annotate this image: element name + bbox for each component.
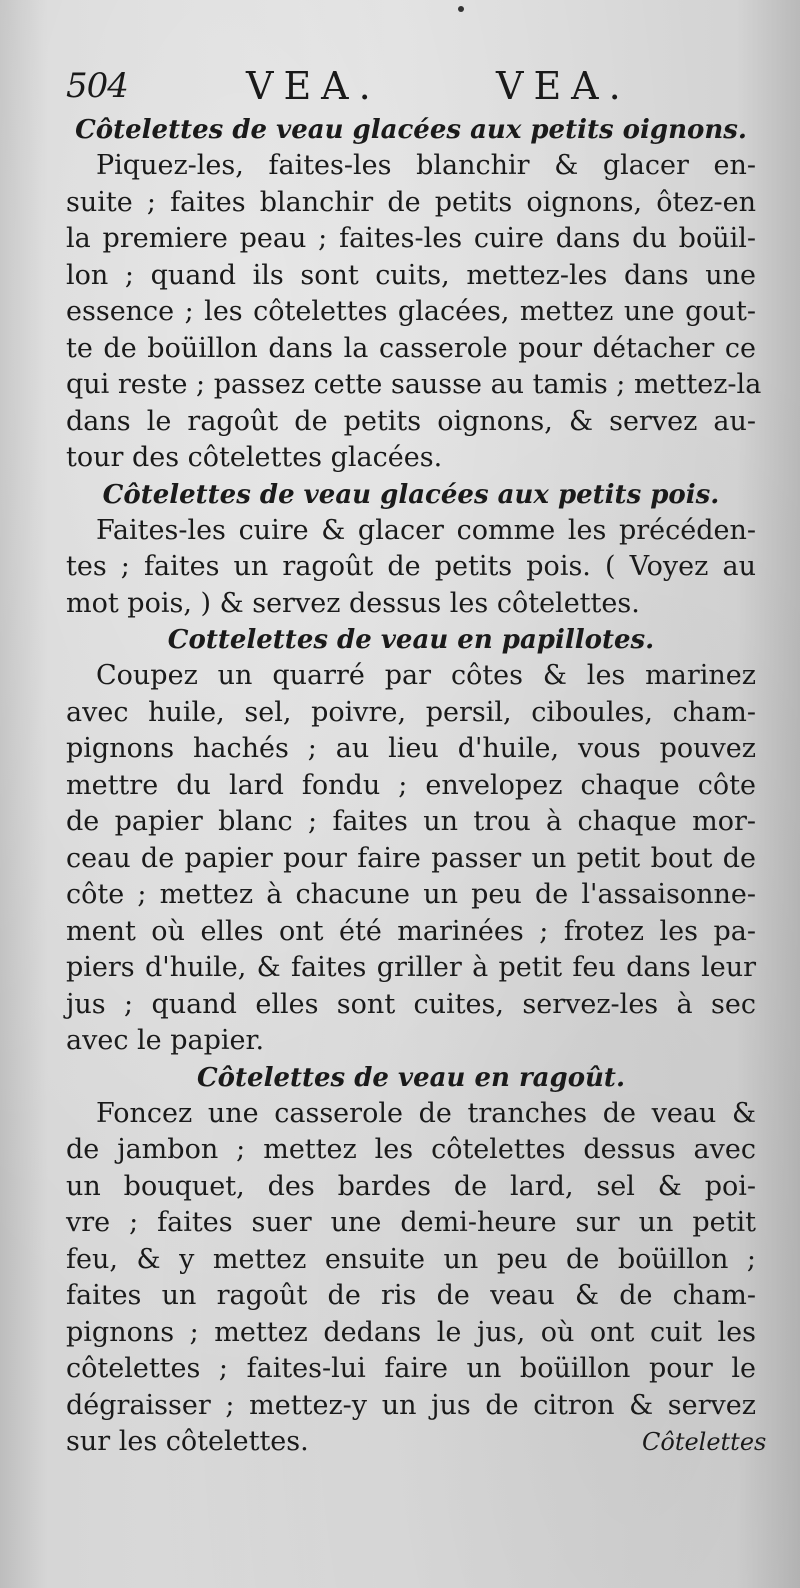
text-line: piers d'huile, & faites griller à petit feu dans leur <box>66 952 756 983</box>
text-line: ceau de papier pour faire passer un petit bout de <box>66 842 756 874</box>
text-line: dégraisser ; mettez-y un jus de citron & servez <box>66 1389 756 1421</box>
text-line: essence ; les côtelettes glacées, mettez une gout- <box>66 296 756 327</box>
running-head <box>66 64 756 110</box>
text-line: te de boüillon dans la casserole pour détacher ce <box>66 332 756 364</box>
text-line: Foncez une casserole de tranches de veau & <box>96 1097 756 1129</box>
text-line: avec le papier. <box>66 1025 265 1056</box>
text-line: lon ; quand ils sont cuits, mettez-les dans une <box>66 259 756 291</box>
text-line: vre ; faites suer une demi-heure sur un petit <box>66 1207 756 1238</box>
text-line: tes ; faites un ragoût de petits pois. ( Voyez au <box>66 551 756 582</box>
catchword: Côtelettes <box>642 1428 767 1456</box>
text-line: suite ; faites blanchir de petits oignons, ôtez-en <box>66 186 756 218</box>
text-line: jus ; quand elles sont cuites, servez-les à sec <box>66 988 756 1020</box>
ink-spot <box>458 6 464 12</box>
recipe-title: Côtelettes de veau glacées aux petits pois. <box>102 479 720 510</box>
text-line: de jambon ; mettez les côtelettes dessus avec <box>66 1134 756 1165</box>
text-line: tour des côtelettes glacées. <box>66 442 443 473</box>
recipe-body <box>66 1096 756 1461</box>
text-line: qui reste ; passez cette sausse au tamis ; mettez-la <box>66 369 762 400</box>
text-line: avec huile, sel, poivre, persil, ciboules, cham- <box>66 696 756 728</box>
running-head-right: VEA. <box>496 64 631 108</box>
text-line: Faites-les cuire & glacer comme les précéden- <box>96 514 756 546</box>
recipe-title: Côtelettes de veau en ragoût. <box>196 1062 625 1093</box>
text-line: mettre du lard fondu ; envelopez chaque côte <box>66 769 756 801</box>
text-line: feu, & y mettez ensuite un peu de boüillon ; <box>66 1243 756 1275</box>
recipe-body <box>66 658 756 1060</box>
text-line: Coupez un quarré par côtes & les marinez <box>96 660 756 691</box>
text-line: ment où elles ont été marinées ; frotez les pa- <box>66 915 756 947</box>
recipe-title: Côtelettes de veau glacées aux petits oignons. <box>75 115 747 145</box>
text-line: côtelettes ; faites-lui faire un boüillon pour le <box>66 1353 756 1384</box>
text-block <box>66 112 762 1461</box>
recipe-title: Cottelettes de veau en papillotes. <box>167 625 655 655</box>
text-line: côte ; mettez à chacune un peu de l'assaisonne- <box>66 879 756 910</box>
text-line: un bouquet, des bardes de lard, sel & poi- <box>66 1170 756 1202</box>
text-line: mot pois, ) & servez dessus les côtelettes. <box>66 587 640 619</box>
page-number: 504 <box>66 66 128 106</box>
text-line: faites un ragoût de ris de veau & de cham- <box>66 1280 756 1311</box>
text-line: dans le ragoût de petits oignons, & servez au- <box>66 405 756 437</box>
recipe-body <box>66 148 762 477</box>
text-line: pignons hachés ; au lieu d'huile, vous pouvez <box>66 733 756 764</box>
text-line: sur les côtelettes. <box>66 1426 309 1457</box>
text-line: Piquez-les, faites-les blanchir & glacer en- <box>96 150 756 181</box>
running-head-left: VEA. <box>246 64 381 108</box>
text-line: de papier blanc ; faites un trou à chaque mor- <box>66 806 756 837</box>
recipe-body <box>66 513 756 623</box>
text-line: la premiere peau ; faites-les cuire dans du boüil- <box>66 223 756 254</box>
text-line: pignons ; mettez dedans le jus, où ont cuit les <box>66 1316 756 1348</box>
